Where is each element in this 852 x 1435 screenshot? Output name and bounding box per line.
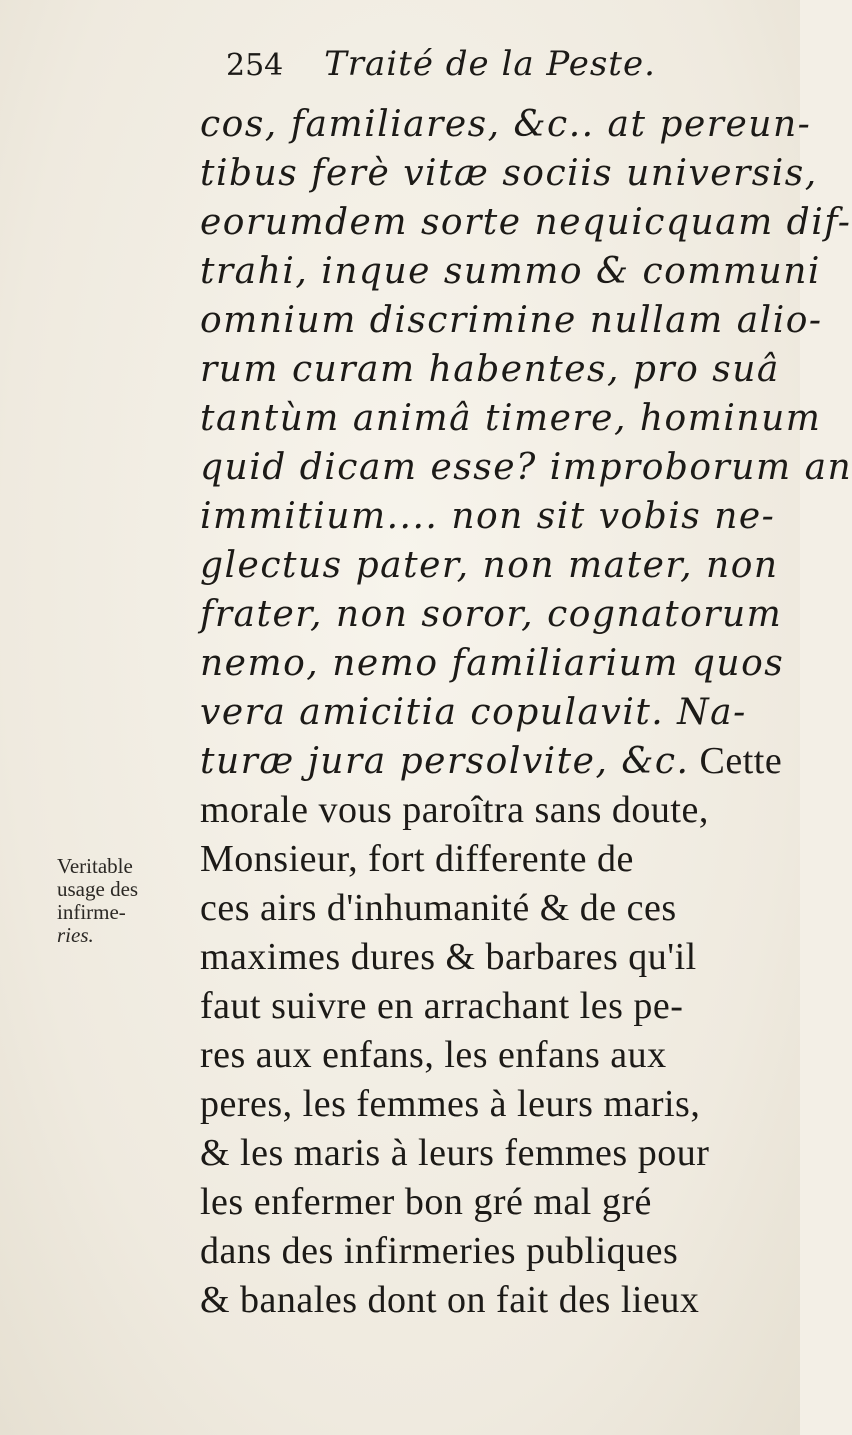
text-line: les enfermer bon gré mal gré (200, 1181, 652, 1223)
text-line: maximes dures & barbares qu'il (200, 936, 697, 978)
text-line-roman: Cette (689, 740, 783, 782)
body-text (200, 100, 852, 1325)
text-line: cos, familiares, &c.. at pereun- (200, 104, 812, 145)
text-line: Monsieur, fort differente de (200, 838, 634, 880)
page-header (226, 44, 656, 84)
text-line: morale vous paroîtra sans doute, (200, 789, 709, 831)
margin-note-line: Veritable (57, 854, 133, 878)
text-line: frater, non soror, cognatorum (200, 594, 783, 635)
margin-note-line: ries. (57, 923, 94, 947)
text-line: dans des infirmeries publiques (200, 1230, 679, 1272)
margin-note-line: usage des (57, 877, 139, 901)
text-line: rum curam habentes, pro suâ (200, 349, 780, 390)
text-line: vera amicitia copulavit. Na- (200, 692, 747, 733)
text-line: immitium.... non sit vobis ne- (200, 496, 776, 537)
text-line: & banales dont on fait des lieux (200, 1279, 700, 1321)
text-line: faut suivre en arrachant les pe- (200, 985, 684, 1027)
margin-note-line: infirme- (57, 900, 126, 924)
text-line: quid dicam esse? improborum an (200, 447, 852, 488)
text-line: ces airs d'inhumanité & de ces (200, 887, 677, 929)
margin-note (57, 855, 197, 947)
text-line: eorumdem sorte nequicquam dif- (200, 202, 852, 243)
text-line: peres, les femmes à leurs maris, (200, 1083, 701, 1125)
text-line: nemo, nemo familiarium quos (200, 643, 785, 684)
text-line: tibus ferè vitæ sociis universis, (200, 153, 818, 194)
text-line: tantùm animâ timere, hominum (200, 398, 822, 439)
text-line: & les maris à leurs femmes pour (200, 1132, 710, 1174)
text-line-italic: turæ jura persolvite, &c. (200, 741, 690, 782)
text-line: omnium discrimine nullam alio- (200, 300, 823, 341)
text-line: res aux enfans, les enfans aux (200, 1034, 667, 1076)
text-line: trahi, inque summo & communi (200, 251, 821, 292)
running-title: Traité de la Peste. (324, 44, 656, 84)
text-line (200, 737, 783, 786)
page-number: 254 (226, 48, 284, 83)
text-line: glectus pater, non mater, non (200, 545, 779, 586)
